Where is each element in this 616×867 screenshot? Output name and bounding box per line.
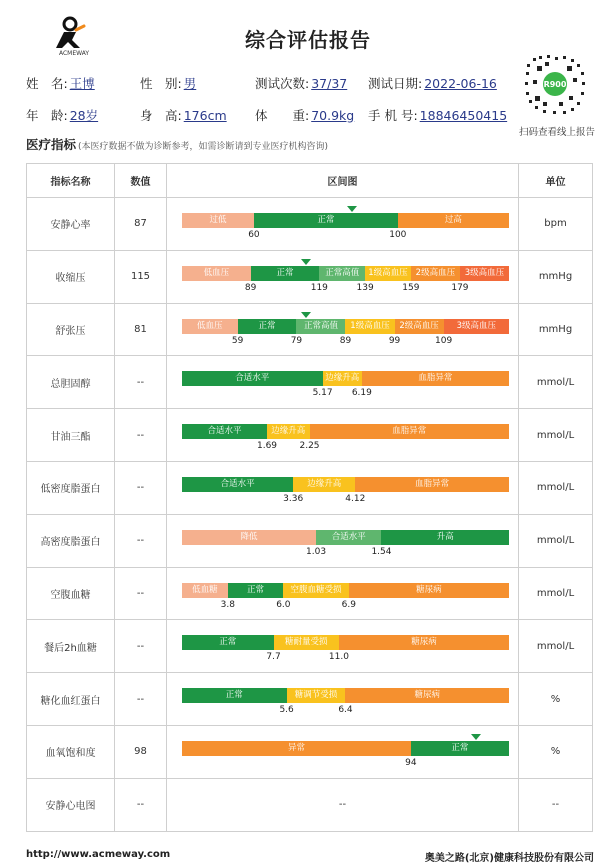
range-tick-label: 5.6: [279, 705, 294, 716]
range-tick-label: 79: [290, 335, 303, 346]
metric-name: 空腹血糖: [27, 567, 115, 620]
table-row: [27, 250, 593, 303]
section-note: (本医疗数据不做为诊断参考，如需诊断请到专业医疗机构咨询): [78, 142, 329, 152]
age-field: 年 龄: 28岁: [26, 108, 99, 123]
range-tick-label: 6.19: [351, 388, 372, 399]
qr-code-icon: [523, 52, 587, 116]
footer-url[interactable]: http://www.acmeway.com: [26, 849, 171, 860]
range-tick-label: 1.54: [371, 546, 392, 557]
range-tick-label: 5.17: [312, 388, 333, 399]
qr-code[interactable]: [523, 52, 587, 116]
table-row: [27, 725, 593, 778]
range-tick-label: 94: [405, 757, 417, 768]
range-tick-label: 139: [356, 282, 374, 293]
range-ticks: [182, 547, 509, 559]
range-bar: [182, 424, 509, 439]
metrics-table: [26, 163, 593, 832]
range-segment: 糖耐量受损: [274, 635, 339, 650]
range-tick-label: 1.03: [306, 546, 327, 557]
metric-value: --: [115, 567, 167, 620]
metric-range-chart: --: [167, 778, 519, 831]
range-segment: 正常: [182, 688, 287, 703]
metric-value: 98: [115, 725, 167, 778]
table-row: [27, 461, 593, 514]
range-ticks: [182, 652, 509, 664]
metric-name: 舒张压: [27, 303, 115, 356]
table-row: [27, 673, 593, 726]
metric-name: 餐后2h血糖: [27, 620, 115, 673]
header-range: 区间图: [167, 164, 519, 198]
range-segment: 正常高值: [296, 319, 345, 334]
range-ticks: [182, 758, 509, 770]
range-segment: 异常: [182, 741, 411, 756]
range-tick-label: 89: [244, 282, 257, 293]
section-title: 医疗指标 (本医疗数据不做为诊断参考，如需诊断请到专业医疗机构咨询): [26, 137, 329, 152]
metric-unit: mmHg: [519, 250, 593, 303]
range-bar: [182, 213, 509, 228]
range-segment: 升高: [381, 530, 509, 545]
range-segment: 低血压: [182, 266, 251, 281]
range-segment: 降低: [182, 530, 316, 545]
range-ticks: [182, 230, 509, 242]
range-ticks: [182, 600, 509, 612]
range-segment: 正常: [228, 583, 284, 598]
range-tick-label: 119: [310, 282, 328, 293]
range-bar: [182, 530, 509, 545]
table-row: [27, 514, 593, 567]
range-tick-label: 179: [451, 282, 469, 293]
metric-range-chart: [167, 673, 519, 726]
range-ticks: [182, 705, 509, 717]
header-unit: 单位: [519, 164, 593, 198]
metric-range-chart: [167, 461, 519, 514]
range-tick-label: 7.7: [266, 652, 281, 663]
range-segment: 空腹血糖受损: [283, 583, 348, 598]
range-segment: 过高: [398, 213, 509, 228]
range-tick-label: 6.4: [338, 705, 353, 716]
table-row: [27, 567, 593, 620]
range-segment: 2级高血压: [395, 319, 444, 334]
range-segment: 合适水平: [182, 424, 267, 439]
metric-name: 安静心率: [27, 198, 115, 251]
range-tick-label: 99: [388, 335, 401, 346]
range-tick-label: 100: [389, 230, 407, 240]
metric-name: 低密度脂蛋白: [27, 461, 115, 514]
qr-caption: 扫码查看线上报告: [518, 127, 595, 138]
range-ticks: [182, 441, 509, 453]
range-tick-label: 2.25: [299, 441, 320, 452]
range-tick-label: 60: [248, 230, 260, 240]
metric-range-chart: [167, 303, 519, 356]
range-segment: 血脂异常: [355, 477, 509, 492]
metric-name: 血氧饱和度: [27, 725, 115, 778]
range-ticks: [182, 283, 509, 295]
header-value: 数值: [115, 164, 167, 198]
range-tick-label: 4.12: [345, 493, 366, 504]
phone-field: 手 机 号: 18846450415: [368, 108, 508, 123]
metric-unit: %: [519, 673, 593, 726]
range-segment: 正常: [251, 266, 320, 281]
range-segment: 血脂异常: [310, 424, 509, 439]
range-segment: 糖调节受损: [287, 688, 346, 703]
table-row: [27, 409, 593, 462]
svg-text:ACMEWAY: ACMEWAY: [58, 50, 90, 56]
table-header-row: [27, 164, 593, 198]
range-bar: [182, 583, 509, 598]
metric-unit: mmol/L: [519, 567, 593, 620]
value-marker-icon: [471, 734, 481, 740]
metric-range-chart: [167, 514, 519, 567]
value-marker-icon: [301, 259, 311, 265]
metric-range-chart: [167, 567, 519, 620]
range-segment: 合适水平: [182, 477, 293, 492]
range-segment: 合适水平: [182, 371, 323, 386]
metric-value: 115: [115, 250, 167, 303]
metric-range-chart: [167, 198, 519, 251]
range-ticks: [182, 494, 509, 506]
metric-unit: mmol/L: [519, 620, 593, 673]
range-tick-label: 89: [339, 335, 352, 346]
metric-unit: mmol/L: [519, 409, 593, 462]
range-segment: 正常高值: [319, 266, 365, 281]
range-tick-label: 6.9: [341, 599, 356, 610]
table-row: [27, 303, 593, 356]
metric-value: --: [115, 461, 167, 514]
name-field: 姓 名: 王博: [26, 76, 95, 91]
range-ticks: [182, 388, 509, 400]
range-segment: 2级高血压: [411, 266, 460, 281]
report-title: 综合评估报告: [245, 28, 371, 52]
range-segment: 糖尿病: [339, 635, 509, 650]
header-name: 指标名称: [27, 164, 115, 198]
table-row: [27, 356, 593, 409]
range-tick-label: 59: [231, 335, 244, 346]
range-segment: 过低: [182, 213, 254, 228]
metric-name: 高密度脂蛋白: [27, 514, 115, 567]
range-bar: [182, 266, 509, 281]
weight-field: 体 重: 70.9kg: [255, 108, 355, 123]
height-field: 身 高: 176cm: [140, 108, 227, 123]
metric-unit: %: [519, 725, 593, 778]
range-segment: 1级高血压: [365, 266, 411, 281]
metric-name: 甘油三酯: [27, 409, 115, 462]
metric-value: --: [115, 673, 167, 726]
metric-unit: --: [519, 778, 593, 831]
range-segment: 边缘升高: [267, 424, 310, 439]
range-segment: 糖尿病: [349, 583, 509, 598]
range-segment: 合适水平: [316, 530, 381, 545]
range-segment: 低血压: [182, 319, 238, 334]
metric-unit: bpm: [519, 198, 593, 251]
metric-name: 收缩压: [27, 250, 115, 303]
range-segment: 糖尿病: [345, 688, 509, 703]
range-bar: [182, 371, 509, 386]
metric-name: 糖化血红蛋白: [27, 673, 115, 726]
metric-value: --: [115, 514, 167, 567]
metric-range-chart: [167, 356, 519, 409]
test-count-field: 测试次数: 37/37: [255, 76, 348, 91]
range-segment: 血脂异常: [362, 371, 509, 386]
metric-range-chart: [167, 620, 519, 673]
value-marker-icon: [301, 312, 311, 318]
metric-unit: mmol/L: [519, 356, 593, 409]
range-tick-label: 6.0: [276, 599, 291, 610]
range-bar: [182, 477, 509, 492]
range-tick-label: 109: [435, 335, 453, 346]
metric-name: 安静心电图: [27, 778, 115, 831]
range-segment: 正常: [411, 741, 509, 756]
svg-text:R900: R900: [543, 80, 567, 89]
test-date-field: 测试日期: 2022-06-16: [368, 76, 497, 91]
range-ticks: [182, 336, 509, 348]
table-row: [27, 198, 593, 251]
metric-unit: mmHg: [519, 303, 593, 356]
metric-name: 总胆固醇: [27, 356, 115, 409]
range-tick-label: 1.69: [256, 441, 278, 452]
metric-value: 87: [115, 198, 167, 251]
range-tick-label: 3.8: [220, 599, 235, 610]
range-segment: 边缘升高: [323, 371, 362, 386]
metric-unit: mmol/L: [519, 461, 593, 514]
metric-range-chart: [167, 409, 519, 462]
metric-range-chart: [167, 250, 519, 303]
range-segment: 边缘升高: [293, 477, 355, 492]
range-bar: [182, 741, 509, 756]
range-bar: [182, 688, 509, 703]
range-tick-label: 159: [402, 282, 420, 293]
range-segment: 1级高血压: [345, 319, 394, 334]
range-bar: [182, 319, 509, 334]
metric-value: --: [115, 778, 167, 831]
range-segment: 正常: [254, 213, 398, 228]
metric-value: 81: [115, 303, 167, 356]
metric-value: --: [115, 409, 167, 462]
metric-value: --: [115, 620, 167, 673]
range-segment: 3级高血压: [444, 319, 509, 334]
metric-range-chart: [167, 725, 519, 778]
range-tick-label: 11.0: [328, 652, 349, 663]
range-segment: 低血糖: [182, 583, 228, 598]
value-marker-icon: [347, 206, 357, 212]
range-segment: 3级高血压: [460, 266, 509, 281]
metric-value: --: [115, 356, 167, 409]
metrics-body: [27, 198, 593, 832]
table-row: [27, 778, 593, 831]
range-bar: [182, 635, 509, 650]
footer-company: 奥美之路(北京)健康科技股份有限公司: [424, 853, 594, 864]
range-tick-label: 3.36: [283, 493, 304, 504]
range-segment: 正常: [182, 635, 274, 650]
table-row: [27, 620, 593, 673]
range-segment: 正常: [238, 319, 297, 334]
gender-field: 性 别: 男: [140, 76, 197, 91]
metric-unit: mmol/L: [519, 514, 593, 567]
